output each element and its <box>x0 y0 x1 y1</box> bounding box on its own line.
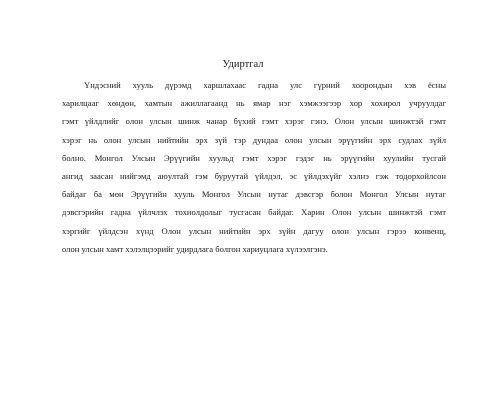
body-line: болно. Монгол Улсын Эрүүгийн хуульд гэмт хэрэг гэдэг нь эрүүгийн хуулийн тусгай <box>62 152 446 163</box>
body-line: хэргийг үйлдсэн хүнд Олон улсын нийтийн эрх зүйн дагуу олон улсын гэрээ конвенц, <box>62 225 446 236</box>
body-line: олон улсын хамт хэлэлцээрийг удирдлага болгон хариуцлага хүлээлгэнэ. <box>62 243 328 254</box>
document-body <box>62 76 446 258</box>
body-line: ангид заасан нийгэмд аюултай гэм буруутай үйлдэл, эс үйлдэхүйг хэлнэ гэж тодорхойлсон <box>62 170 446 181</box>
body-line: харилцааг хөндөн, хамтын ажиллагаанд нь ямар нэг хэмжээгээр хор хохирол учруулдаг <box>62 98 446 109</box>
body-line: гэмт үйлдлийг олон улсын шинж чанар бүхий гэмт хэрэг гэнэ. Олон улсын шинжтэй гэмт <box>62 116 446 127</box>
body-line: хэрэг нь олон улсын нийтийн эрх зүй тэр дундаа олон улсын эрүүгийн эрх судлах зүйл <box>62 134 446 145</box>
document-title: Удиртгал <box>222 59 264 70</box>
body-line: байдаг ба мөн Эрүүгийн хууль Монгол Улсын нутаг дэвсгэр болон Монгол Улсын нутаг <box>62 189 446 200</box>
body-line: дэвсгэрийн гадна үйлчлэх тохиолдолыг тусгасан байдаг. Харин Олон улсын шинжтэй гэмт <box>62 207 446 218</box>
body-line: Үндэсний хууль дүрэмд харшлахаас гадна улс гүрний хоорондын хэв ёсны <box>84 80 446 90</box>
